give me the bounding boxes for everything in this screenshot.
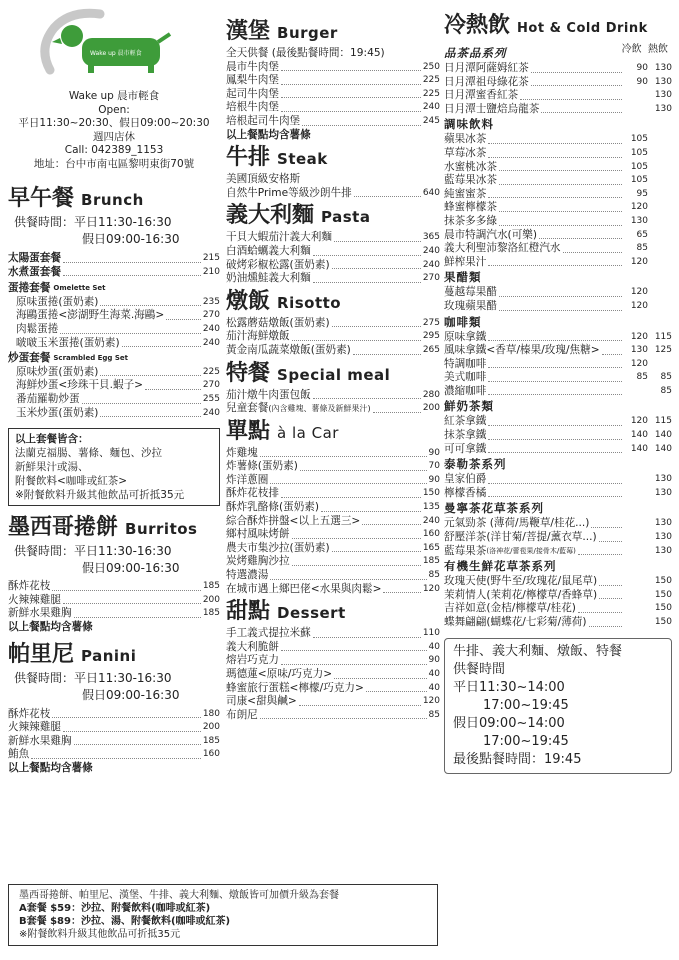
dachshund-logo-icon xyxy=(30,8,180,86)
menu-item: 火辣辣雞腿 200 xyxy=(8,593,220,606)
menu-item: 酥炸花枝排 150 xyxy=(226,487,440,500)
subsection-title: 炒蛋套餐 Scrambled Egg Set xyxy=(8,352,129,365)
drink-item: 元氣勁茶 (薄荷/馬鞭草/桂花...) 130 xyxy=(444,517,672,530)
drink-item: 茉莉情人(茉莉花/檸檬草/香蜂草) 150 xyxy=(444,588,672,601)
section-title-dessert: 甜點 Dessert xyxy=(226,598,346,625)
drink-item: 可可拿鐵 140 140 xyxy=(444,442,672,455)
section-title-steak: 牛排 Steak xyxy=(226,144,328,171)
drink-item: 美式咖啡 85 85 xyxy=(444,371,672,384)
set-upgrade-box: 墨西哥捲餅、帕里尼、漢堡、牛排、義大利麵、燉飯皆可加價升級為套餐 A套餐 $59：沙拉、附餐飲料(咖啡或紅茶) B套餐 $89：沙拉、湯、附餐飲料(咖啡或紅茶) ※附餐飲料升級其他飲品可折抵35元 xyxy=(8,884,438,946)
menu-item: 鮪魚 160 xyxy=(8,748,220,761)
drink-item: 風味拿鐵<香草/榛果/玫瑰/焦糖> 130 125 xyxy=(444,344,672,357)
drink-item: 水蜜桃冰茶 105 xyxy=(444,160,648,173)
menu-item: 在城市遇上鄉巴佬<水果與肉鬆> 120 xyxy=(226,582,440,595)
panini-time: 供餐時間：平日11:30-16:30 假日09:00-16:30 xyxy=(14,670,180,702)
menu-item: 太陽蛋套餐 215 xyxy=(8,252,220,264)
menu-item: 黃金南瓜蔬菜燉飯(蛋奶素) 265 xyxy=(226,343,440,356)
menu-item: 義大利脆餅 40 xyxy=(226,640,440,653)
menu-item: 茄汁燉牛肉蛋包飯 280 xyxy=(226,388,440,401)
drink-item: 紅茶拿鐵 120 115 xyxy=(444,415,672,428)
section-title-burger: 漢堡 Burger xyxy=(226,18,338,44)
section-title-drinks: 冷熱飲 Hot & Cold Drink xyxy=(444,12,648,38)
drink-item: 濃縮咖啡 85 xyxy=(444,384,672,397)
menu-item: 炸薯條(蛋奶素) 70 xyxy=(226,460,440,473)
column-left xyxy=(8,0,220,775)
section-title-pasta: 義大利麵 Pasta xyxy=(226,202,371,229)
burritos-time: 供餐時間：平日11:30-16:30 假日09:00-16:30 xyxy=(14,544,180,576)
drink-item: 特調咖啡 120 xyxy=(444,357,648,370)
drink-item: 日月潭士鹽焙烏龍茶 130 xyxy=(444,102,672,115)
service-hours-box: 牛排、義大利麵、燉飯、特餐 供餐時間 平日11:30~14:00 17:00~19:45 假日09:00~14:00 17:00~19:45 最後點餐時間：19:45 xyxy=(444,638,672,774)
brand-name: Wake up 晨市輕食 xyxy=(68,90,160,102)
menu-item: 原味蛋捲(蛋奶素) 235 xyxy=(16,295,220,308)
phone[interactable]: Call: 042389_1153 xyxy=(64,144,164,156)
drink-item: 玫瑰蘋果醋 120 xyxy=(444,299,648,312)
brunch-includes-box: 以上套餐皆含： 法蘭克福腸、薯條、麵包、沙拉 新鮮果汁或湯、 附餐飲料<咖啡或紅茶> ※附餐飲料升級其他飲品可折抵35元 xyxy=(8,428,220,506)
menu-item: 鄉村風味烤餅 160 xyxy=(226,528,440,541)
open-label: Open: xyxy=(98,103,130,116)
drink-item: 蘋果冰茶 105 xyxy=(444,133,648,146)
brunch-time: 供餐時間：平日11:30-16:30 假日09:00-16:30 xyxy=(14,215,180,246)
column-middle xyxy=(226,0,440,722)
section-title-panini: 帕里尼 Panini xyxy=(8,640,137,667)
menu-item: 破烤彩椒松露(蛋奶素) 240 xyxy=(226,258,440,271)
drink-item: 純蜜蜜茶 95 xyxy=(444,187,648,200)
open-hours: 平日11:30~20:30、假日09:00~20:30 xyxy=(18,117,210,129)
closed-day: 週四店休 xyxy=(93,130,135,143)
steak-sub: 美國頂級安格斯 xyxy=(226,173,301,186)
menu-item: 手工義式提拉米蘇 110 xyxy=(226,627,440,640)
menu-item: 司康<甜與鹹> 120 xyxy=(226,695,440,708)
drink-item: 吉祥如意(金桔/檸檬草/桂花) 150 xyxy=(444,602,672,615)
drink-item: 晨市特調汽水(可樂) 65 xyxy=(444,228,648,241)
drink-item: 鮮榨果汁 120 xyxy=(444,255,648,268)
menu-item: 酥炸花枝 180 xyxy=(8,707,220,720)
drink-group-title: 曼寧茶花草茶系列 xyxy=(444,501,544,516)
drink-item: 原味拿鐵 120 115 xyxy=(444,330,672,343)
drink-item: 日月潭阿薩姆紅茶 90 130 xyxy=(444,62,672,74)
menu-item: 炭烤雞胸沙拉 185 xyxy=(226,555,440,568)
drink-item: 抹茶多多綠 130 xyxy=(444,214,648,227)
drink-item: 義大利聖沛黎洛紅橙汽水 85 xyxy=(444,242,648,255)
drink-item: 檸檬香橘 130 xyxy=(444,486,672,499)
menu-item: 水煮蛋套餐 210 xyxy=(8,265,220,278)
menu-item: 番茄羅勒炒蛋 255 xyxy=(16,392,220,405)
menu-item: 火辣辣雞腿 200 xyxy=(8,721,220,734)
menu-item: 綜合酥炸拼盤<以上五選三> 240 xyxy=(226,514,440,527)
drink-group-title: 調味飲料 xyxy=(444,117,494,132)
drink-item: 日月潭蜜香紅茶 130 xyxy=(444,89,672,102)
drink-item: 藍莓果茶 (洛神花/蕾苞果/接骨木/藍莓) 130 xyxy=(444,544,672,557)
menu-item: 茄汁海鮮燉飯 295 xyxy=(226,330,440,343)
drink-item: 藍莓果冰茶 105 xyxy=(444,174,648,187)
menu-item: 新鮮水果雞胸 185 xyxy=(8,734,220,747)
section-title-risotto: 燉飯 Risotto xyxy=(226,287,342,314)
menu-item: 炸雞塊 90 xyxy=(226,446,440,459)
drink-item: 蝶舞翩翩(蝴蝶花/七彩菊/薄荷) 150 xyxy=(444,616,672,628)
drink-item: 日月潭祖母綠花茶 90 130 xyxy=(444,75,672,88)
cold-hot-header: 冷飲 熱飲 xyxy=(621,44,668,55)
menu-item: 晨市牛肉堡 250 xyxy=(226,60,440,73)
drink-item: 玫瑰天使(野牛至/玫瑰花/鼠尾草) 150 xyxy=(444,575,672,588)
menu-item: 奶油燻鮭義大利麵 270 xyxy=(226,272,440,285)
menu-item: 酥炸花枝 185 xyxy=(8,580,220,593)
drink-group-title: 有機生鮮花草茶系列 xyxy=(444,559,557,574)
menu-item: 瑪德蓮<原味/巧克力> 40 xyxy=(226,668,440,680)
drink-item: 蔓越莓果醋 120 xyxy=(444,286,648,299)
burger-time: 全天供餐 (最後點餐時間：19:45) xyxy=(226,47,385,59)
logo xyxy=(8,8,220,90)
store-info xyxy=(8,90,220,171)
drink-group-title: 品茶品系列 xyxy=(444,46,507,60)
menu-item: 起司牛肉堡 225 xyxy=(226,87,440,100)
panini-note: 以上餐點均含薯條 xyxy=(8,761,93,774)
menu-item: 炸洋蔥圈 90 xyxy=(226,473,440,486)
drink-item: 抹茶拿鐵 140 140 xyxy=(444,429,672,442)
drink-group-title: 咖啡類 xyxy=(444,314,482,329)
section-title-brunch: 早午餐 Brunch xyxy=(8,185,144,211)
menu-item: 干貝大蝦茄汁義大利麵 365 xyxy=(226,231,440,244)
menu-item: 玉米炒蛋(蛋奶素) 240 xyxy=(16,406,220,419)
menu-item: 培根起司牛肉堡 245 xyxy=(226,114,440,127)
subsection-title: 蛋捲套餐 Omelette Set xyxy=(8,282,106,295)
section-title-special: 特餐 Special meal xyxy=(226,359,391,386)
menu-item: 培根牛肉堡 240 xyxy=(226,101,440,114)
menu-item: 原味炒蛋(蛋奶素) 225 xyxy=(16,365,220,378)
drink-item: 蜂蜜檸檬茶 120 xyxy=(444,201,648,214)
logo-caption: Wake up 晨市輕食 xyxy=(90,50,142,57)
menu-item: 鳳梨牛肉堡 225 xyxy=(226,74,440,87)
menu-item: 兒童套餐 (內含雞塊、薯條及新鮮果汁) 200 xyxy=(226,402,440,415)
burger-note: 以上餐點均含薯條 xyxy=(226,128,311,141)
menu-item: 農夫市集沙拉(蛋奶素) 165 xyxy=(226,541,440,554)
drink-group-title: 鮮奶茶類 xyxy=(444,399,494,414)
drink-group-title: 泰勒茶系列 xyxy=(444,457,507,472)
menu-item: 海鮮炒蛋<珍珠干貝.蝦子> 270 xyxy=(16,379,220,392)
column-right xyxy=(444,0,672,774)
menu-item: 肉鬆蛋捲 240 xyxy=(16,322,220,335)
drink-group-title: 果醋類 xyxy=(444,270,482,285)
drink-item: 皇家伯爵 130 xyxy=(444,473,672,486)
menu-item: 蜂蜜旅行蛋糕<檸檬/巧克力> 40 xyxy=(226,681,440,694)
menu-item: 特選濃湯 85 xyxy=(226,569,440,582)
menu-item: 新鮮水果雞胸 185 xyxy=(8,607,220,620)
drink-item: 舒壓洋茶(洋甘菊/菩提/薰衣草...) 130 xyxy=(444,531,672,544)
section-title-burritos: 墨西哥捲餅 Burritos xyxy=(8,514,198,541)
drink-item: 草莓冰茶 105 xyxy=(444,146,648,159)
menu-item: 松露蘑菇燉飯(蛋奶素) 275 xyxy=(226,316,440,329)
burritos-note: 以上餐點均含薯條 xyxy=(8,620,93,633)
menu-item: 海鷗蛋捲<澎湖野生海菜.海鷗> 270 xyxy=(16,309,220,322)
section-title-alacarte: 單點 à la Car xyxy=(226,417,339,444)
address: 地址：台中市南屯區黎明東街70號 xyxy=(33,157,195,170)
menu-item: 布朗尼 85 xyxy=(226,708,440,721)
menu-item: 熔岩巧克力 90 xyxy=(226,654,440,667)
menu-item: 白酒蛤蠣義大利麵 240 xyxy=(226,244,440,257)
menu-item: 酥炸乳酪條(蛋奶素) 135 xyxy=(226,501,440,514)
menu-item: 啵啵玉米蛋捲(蛋奶素) 240 xyxy=(16,336,220,349)
menu-item: 自然牛Prime等級沙朗牛排 640 xyxy=(226,186,440,199)
